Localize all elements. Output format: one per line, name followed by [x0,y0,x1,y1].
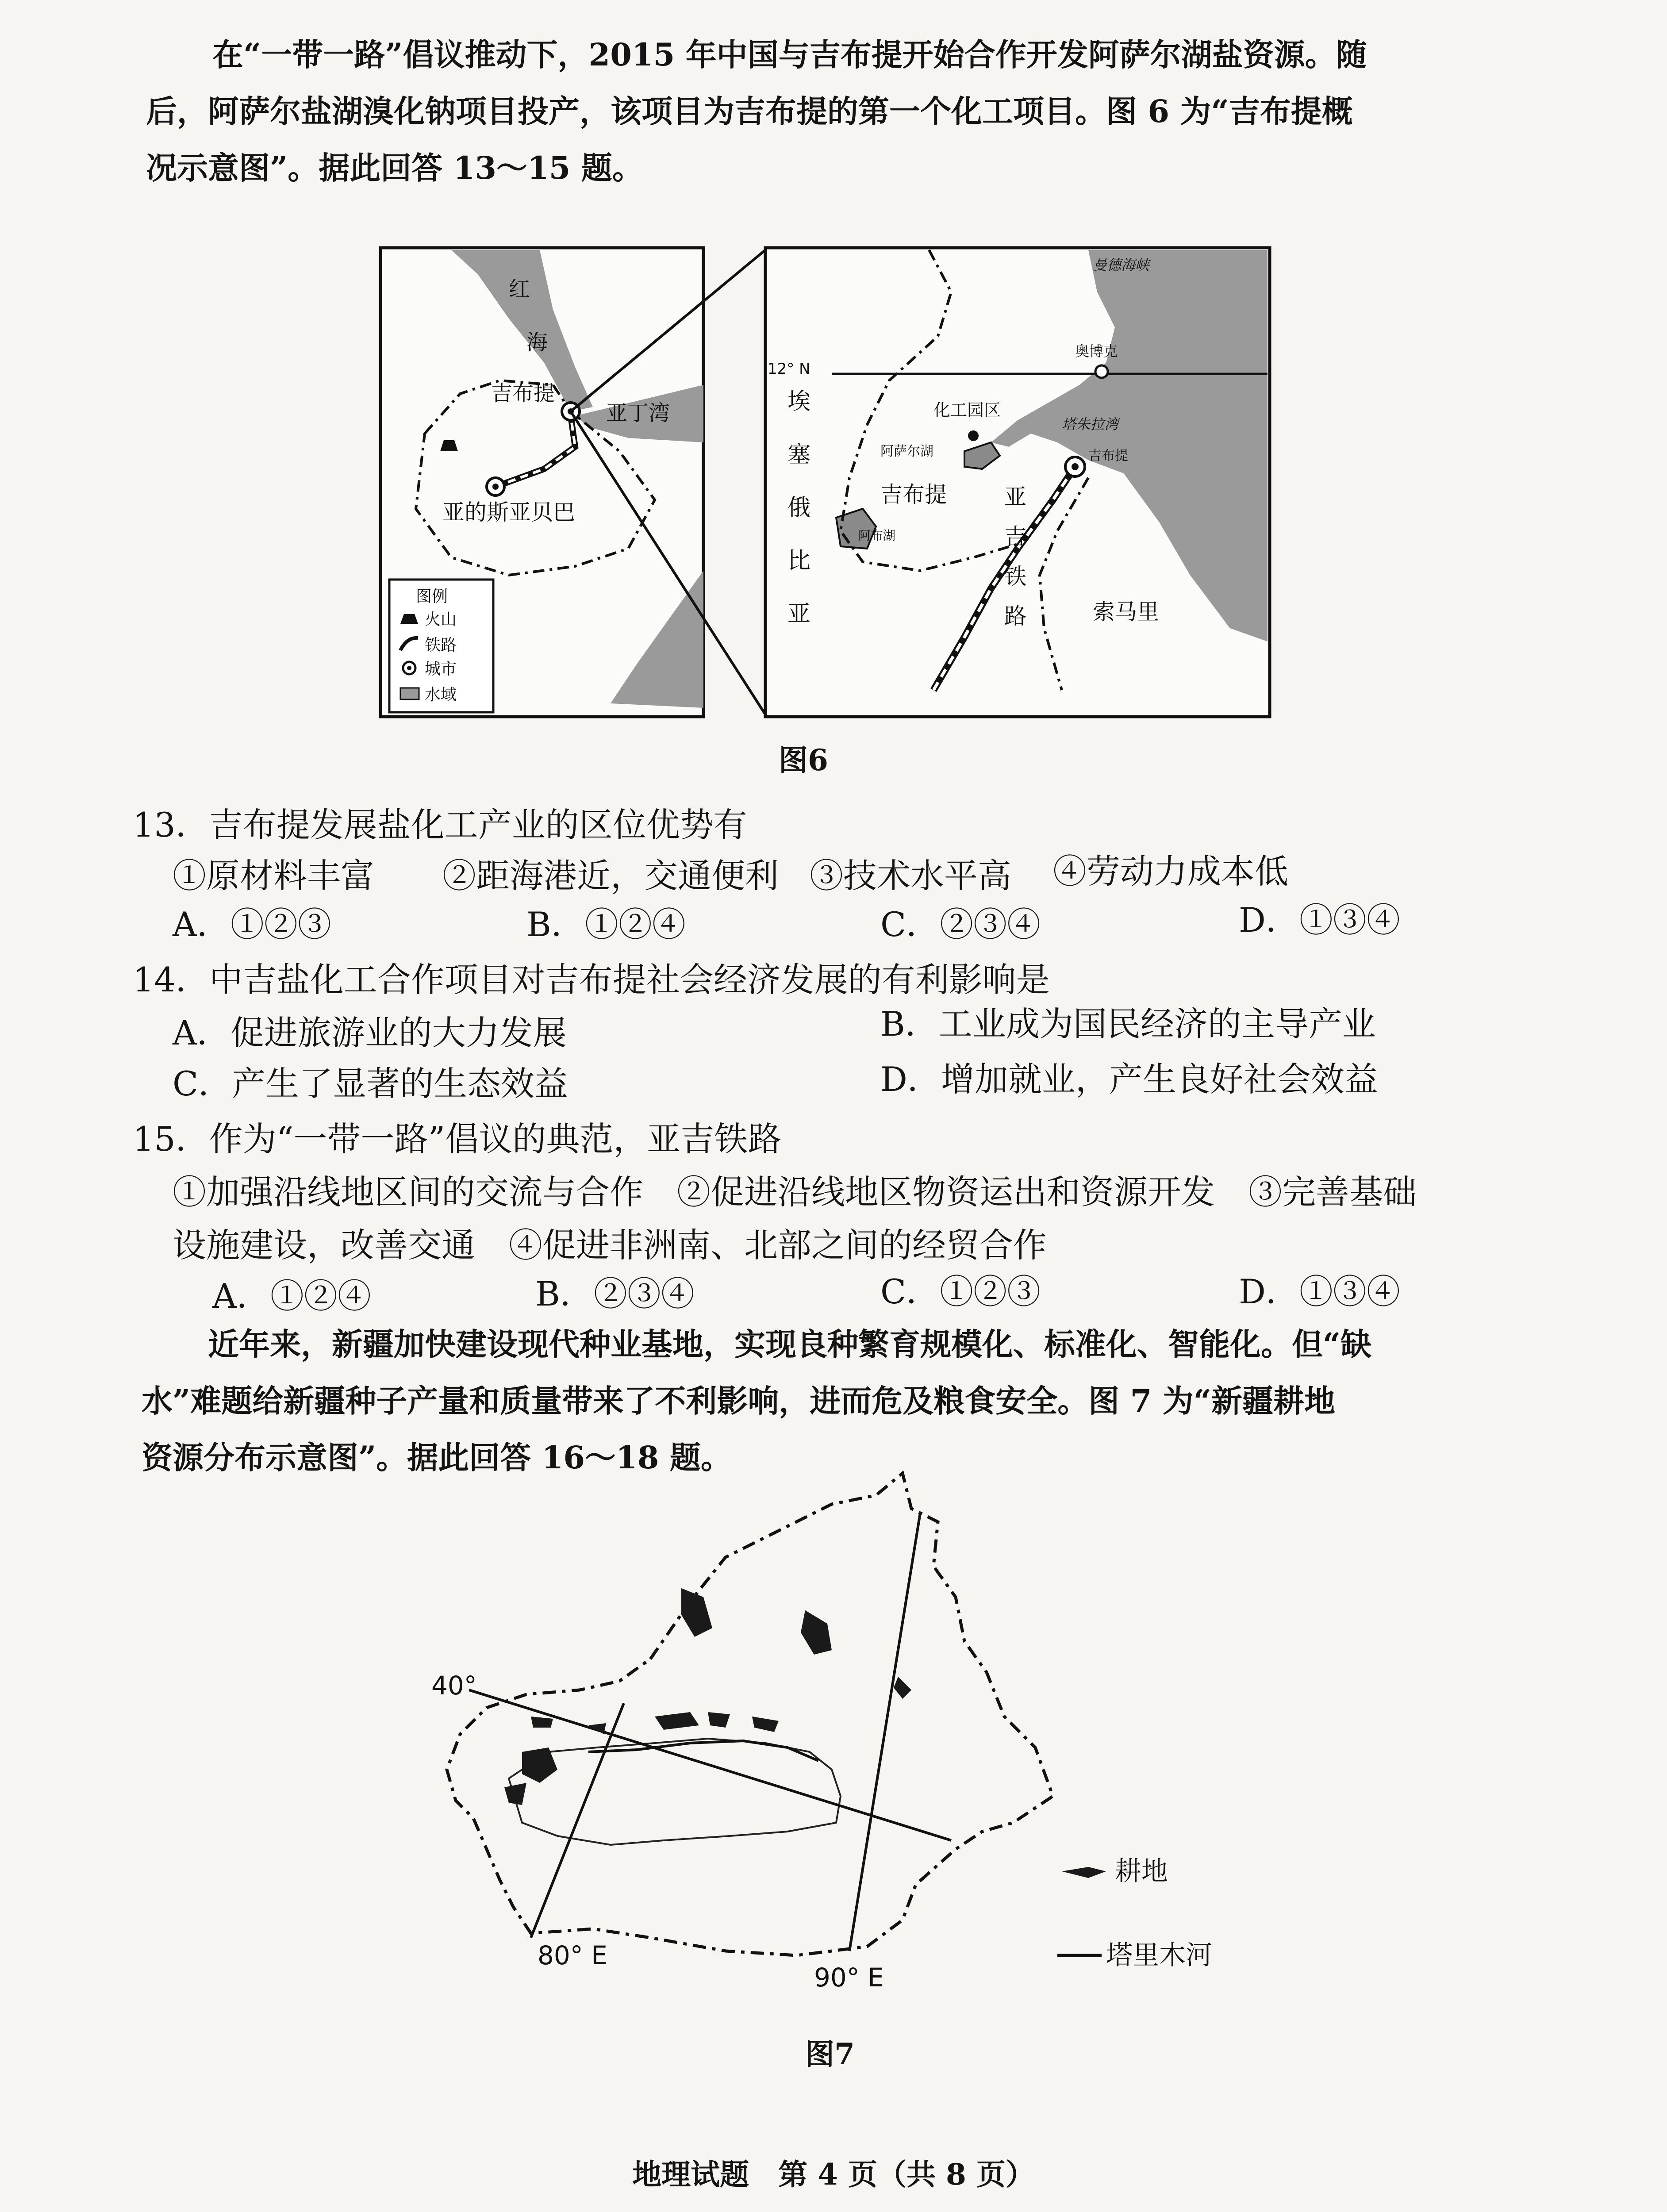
label-railway-3: 铁 [1004,564,1026,589]
page-footer: 地理试题 第 4 页（共 8 页） [632,2157,1035,2192]
q15-option-d: D．①③④ [1239,1272,1400,1311]
label-ethiopia-4: 比 [787,548,811,574]
legend-city: 城市 [425,660,457,678]
q14-option-c: C．产生了显著的生态效益 [173,1064,568,1103]
q15-option-b: B．②③④ [535,1274,695,1313]
q15-stem: 15．作为“一带一路”倡议的典范，亚吉铁路 [133,1119,782,1159]
legend-water: 水域 [425,686,457,704]
label-djibouti-country: 吉布提 [880,482,947,507]
q13-option-d: D．①③④ [1239,900,1400,940]
q13-option-c: C．②③④ [880,905,1041,944]
label-ethiopia-5: 亚 [787,601,811,627]
label-lake-assal: 阿萨尔湖 [880,444,933,459]
intro-line: 况示意图”。据此回答 13～15 题。 [146,150,643,186]
figure-6-caption: 图6 [779,743,828,777]
label-railway-1: 亚 [1004,484,1026,510]
legend-tarim-river: 塔里木河 [1106,1940,1212,1971]
label-red-2: 海 [526,330,548,355]
label-ethiopia-3: 俄 [787,495,811,521]
q14-option-a: A．促进旅游业的大力发展 [173,1013,567,1052]
xinjiang-outline [447,1473,1053,1955]
intro-line: 资源分布示意图”。据此回答 16～18 题。 [142,1439,732,1476]
q13-option-a: A．①②③ [173,905,331,944]
label-90e: 90° E [814,1962,884,1993]
q15-option-a: A．①②④ [212,1276,371,1316]
label-red-1: 红 [509,277,530,302]
q13-item-2: ②距海港近，交通便利 [442,856,779,895]
label-80e: 80° E [538,1940,607,1970]
label-tadjoura-bay: 塔朱拉湾 [1062,416,1119,433]
q13-option-b: B．①②④ [526,905,686,944]
legend-title: 图例 [416,588,448,606]
label-addis-ababa: 亚的斯亚贝巴 [442,499,575,525]
label-somalia: 索马里 [1093,599,1159,625]
q14-option-b: B．工业成为国民经济的主导产业 [880,1004,1376,1044]
label-railway-2: 吉 [1004,524,1026,549]
q13-stem: 13．吉布提发展盐化工产业的区位优势有 [133,805,747,845]
label-djibouti-city: 吉布提 [1088,448,1128,464]
label-ethiopia-2: 塞 [787,442,811,468]
q13-item-3: ③技术水平高 [810,856,1011,895]
intro-line: 在“一带一路”倡议推动下，2015 年中国与吉布提开始合作开发阿萨尔湖盐资源。随 [212,36,1367,73]
farmland-patches [504,1588,911,1805]
figure7-legend [1057,1856,1212,1971]
figure-7-caption: 图7 [805,2037,855,2071]
label-chemical-park: 化工园区 [933,400,1001,420]
legend-farmland: 耕地 [1115,1856,1168,1887]
q15-items-line-1: ①加强沿线地区间的交流与合作 ②促进沿线地区物资运出和资源开发 ③完善基础 [173,1172,1417,1212]
legend-railway: 铁路 [425,636,457,654]
q13-item-4: ④劳动力成本低 [1053,852,1288,891]
label-ethiopia-1: 埃 [787,388,811,415]
label-railway-4: 路 [1004,603,1026,629]
label-gulf-of-aden: 亚丁湾 [606,401,670,426]
q15-items-line-2: 设施建设，改善交通 ④促进非洲南、北部之间的经贸合作 [173,1225,1047,1265]
intro-line: 近年来，新疆加快建设现代种业基地，实现良种繁育规模化、标准化、智能化。但“缺 [208,1326,1372,1363]
label-lat-12n: 12° N [768,360,810,378]
intro-line: 后，阿萨尔盐湖溴化钠项目投产，该项目为吉布提的第一个化工项目。图 6 为“吉布提概 [146,93,1353,130]
intro-line: 水”难题给新疆种子产量和质量带来了不利影响，进而危及粮食安全。图 7 为“新疆耕地 [142,1382,1335,1419]
label-bab-el-mandeb: 曼德海峡 [1093,257,1150,273]
q15-option-c: C．①②③ [880,1272,1041,1311]
q14-stem: 14．中吉盐化工合作项目对吉布提社会经济发展的有利影响是 [133,960,1050,999]
label-lake-abbe: 阿布湖 [858,528,896,543]
label-40-degrees: 40° [431,1671,477,1701]
q13-item-1: ①原材料丰富 [173,856,374,895]
farmland-icon [1062,1867,1106,1878]
legend-volcano: 火山 [425,611,457,629]
label-djibouti: 吉布提 [491,381,555,406]
label-obock: 奥博克 [1075,343,1118,360]
q14-option-d: D．增加就业，产生良好社会效益 [880,1060,1378,1099]
